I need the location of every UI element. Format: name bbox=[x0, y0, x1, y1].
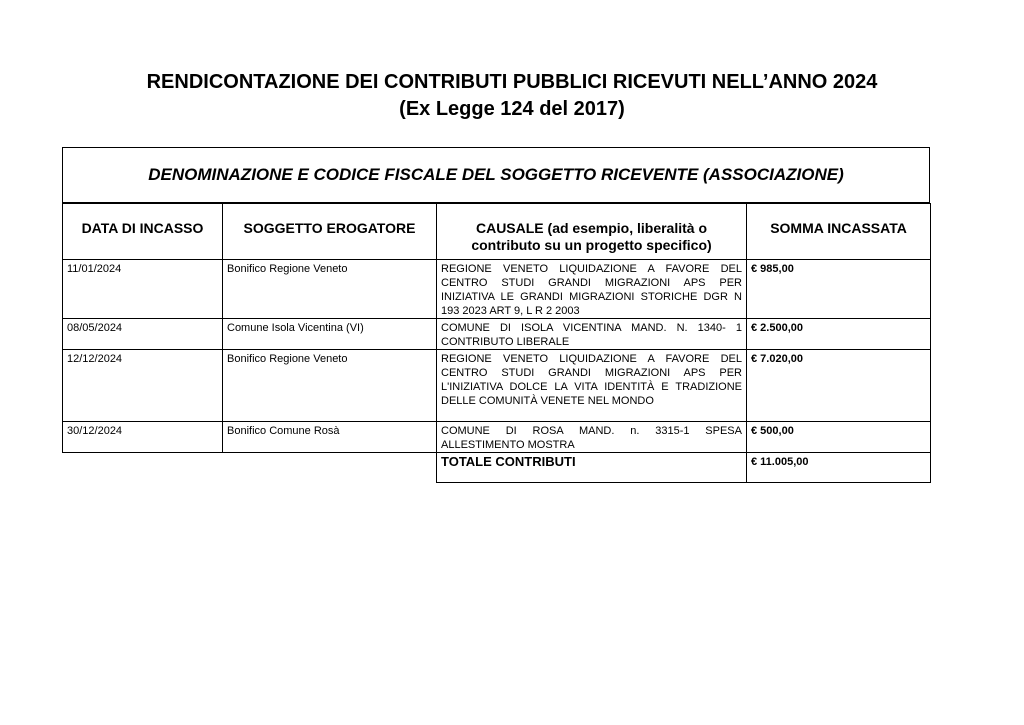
table-row bbox=[63, 260, 931, 319]
column-header-date: DATA DI INCASSO bbox=[63, 204, 223, 260]
document-title: RENDICONTAZIONE DEI CONTRIBUTI PUBBLICI RICEVUTI NELL’ANNO 2024 bbox=[146, 71, 878, 93]
document-subtitle: (Ex Legge 124 del 2017) bbox=[399, 98, 625, 120]
total-label-cell bbox=[437, 453, 747, 483]
cell-payer: Bonifico Regione Veneto bbox=[223, 350, 437, 422]
column-header-reason: CAUSALE (ad esempio, liberalità o contributo su un progetto specifico) bbox=[437, 204, 747, 260]
table-header-row bbox=[63, 204, 931, 260]
cell-amount: € 7.020,00 bbox=[747, 350, 931, 422]
cell-date: 12/12/2024 bbox=[63, 350, 223, 422]
cell-date: 30/12/2024 bbox=[63, 422, 223, 453]
cell-reason: REGIONE VENETO LIQUIDAZIONE A FAVORE DEL CENTRO STUDI GRANDI MIGRAZIONI APS PER L'INIZIATIVA DOLCE LA VITA IDENTITÀ E TRADIZIONE DELLE COMUNITÀ VENETE NEL MONDO bbox=[437, 350, 747, 422]
total-row-spacer bbox=[223, 453, 437, 483]
cell-payer: Bonifico Comune Rosà bbox=[223, 422, 437, 453]
cell-date: 08/05/2024 bbox=[63, 319, 223, 350]
cell-amount: € 2.500,00 bbox=[747, 319, 931, 350]
cell-payer: Comune Isola Vicentina (VI) bbox=[223, 319, 437, 350]
total-row bbox=[63, 453, 931, 483]
cell-date: 11/01/2024 bbox=[63, 260, 223, 319]
recipient-header-label: DENOMINAZIONE E CODICE FISCALE DEL SOGGETTO RICEVENTE (ASSOCIAZIONE) bbox=[148, 165, 844, 184]
column-header-payer: SOGGETTO EROGATORE bbox=[223, 204, 437, 260]
cell-reason: COMUNE DI ISOLA VICENTINA MAND. N. 1340- 1 CONTRIBUTO LIBERALE bbox=[437, 319, 747, 350]
total-label: TOTALE CONTRIBUTI bbox=[441, 454, 576, 469]
cell-amount: € 985,00 bbox=[747, 260, 931, 319]
table-row bbox=[63, 350, 931, 422]
cell-payer: Bonifico Regione Veneto bbox=[223, 260, 437, 319]
total-amount: € 11.005,00 bbox=[747, 453, 931, 483]
total-row-spacer bbox=[63, 453, 223, 483]
recipient-header bbox=[62, 147, 930, 203]
cell-reason: COMUNE DI ROSA MAND. n. 3315-1 SPESA ALLESTIMENTO MOSTRA bbox=[437, 422, 747, 453]
table-row bbox=[63, 319, 931, 350]
column-header-amount: SOMMA INCASSATA bbox=[747, 204, 931, 260]
cell-reason: REGIONE VENETO LIQUIDAZIONE A FAVORE DEL CENTRO STUDI GRANDI MIGRAZIONI APS PER INIZIATIVA LE GRANDI MIGRAZIONI STORICHE DGR N 193 2023 ART 9, L R 2 2003 bbox=[437, 260, 747, 319]
table-row bbox=[63, 422, 931, 453]
cell-amount: € 500,00 bbox=[747, 422, 931, 453]
contributions-table bbox=[62, 203, 931, 483]
